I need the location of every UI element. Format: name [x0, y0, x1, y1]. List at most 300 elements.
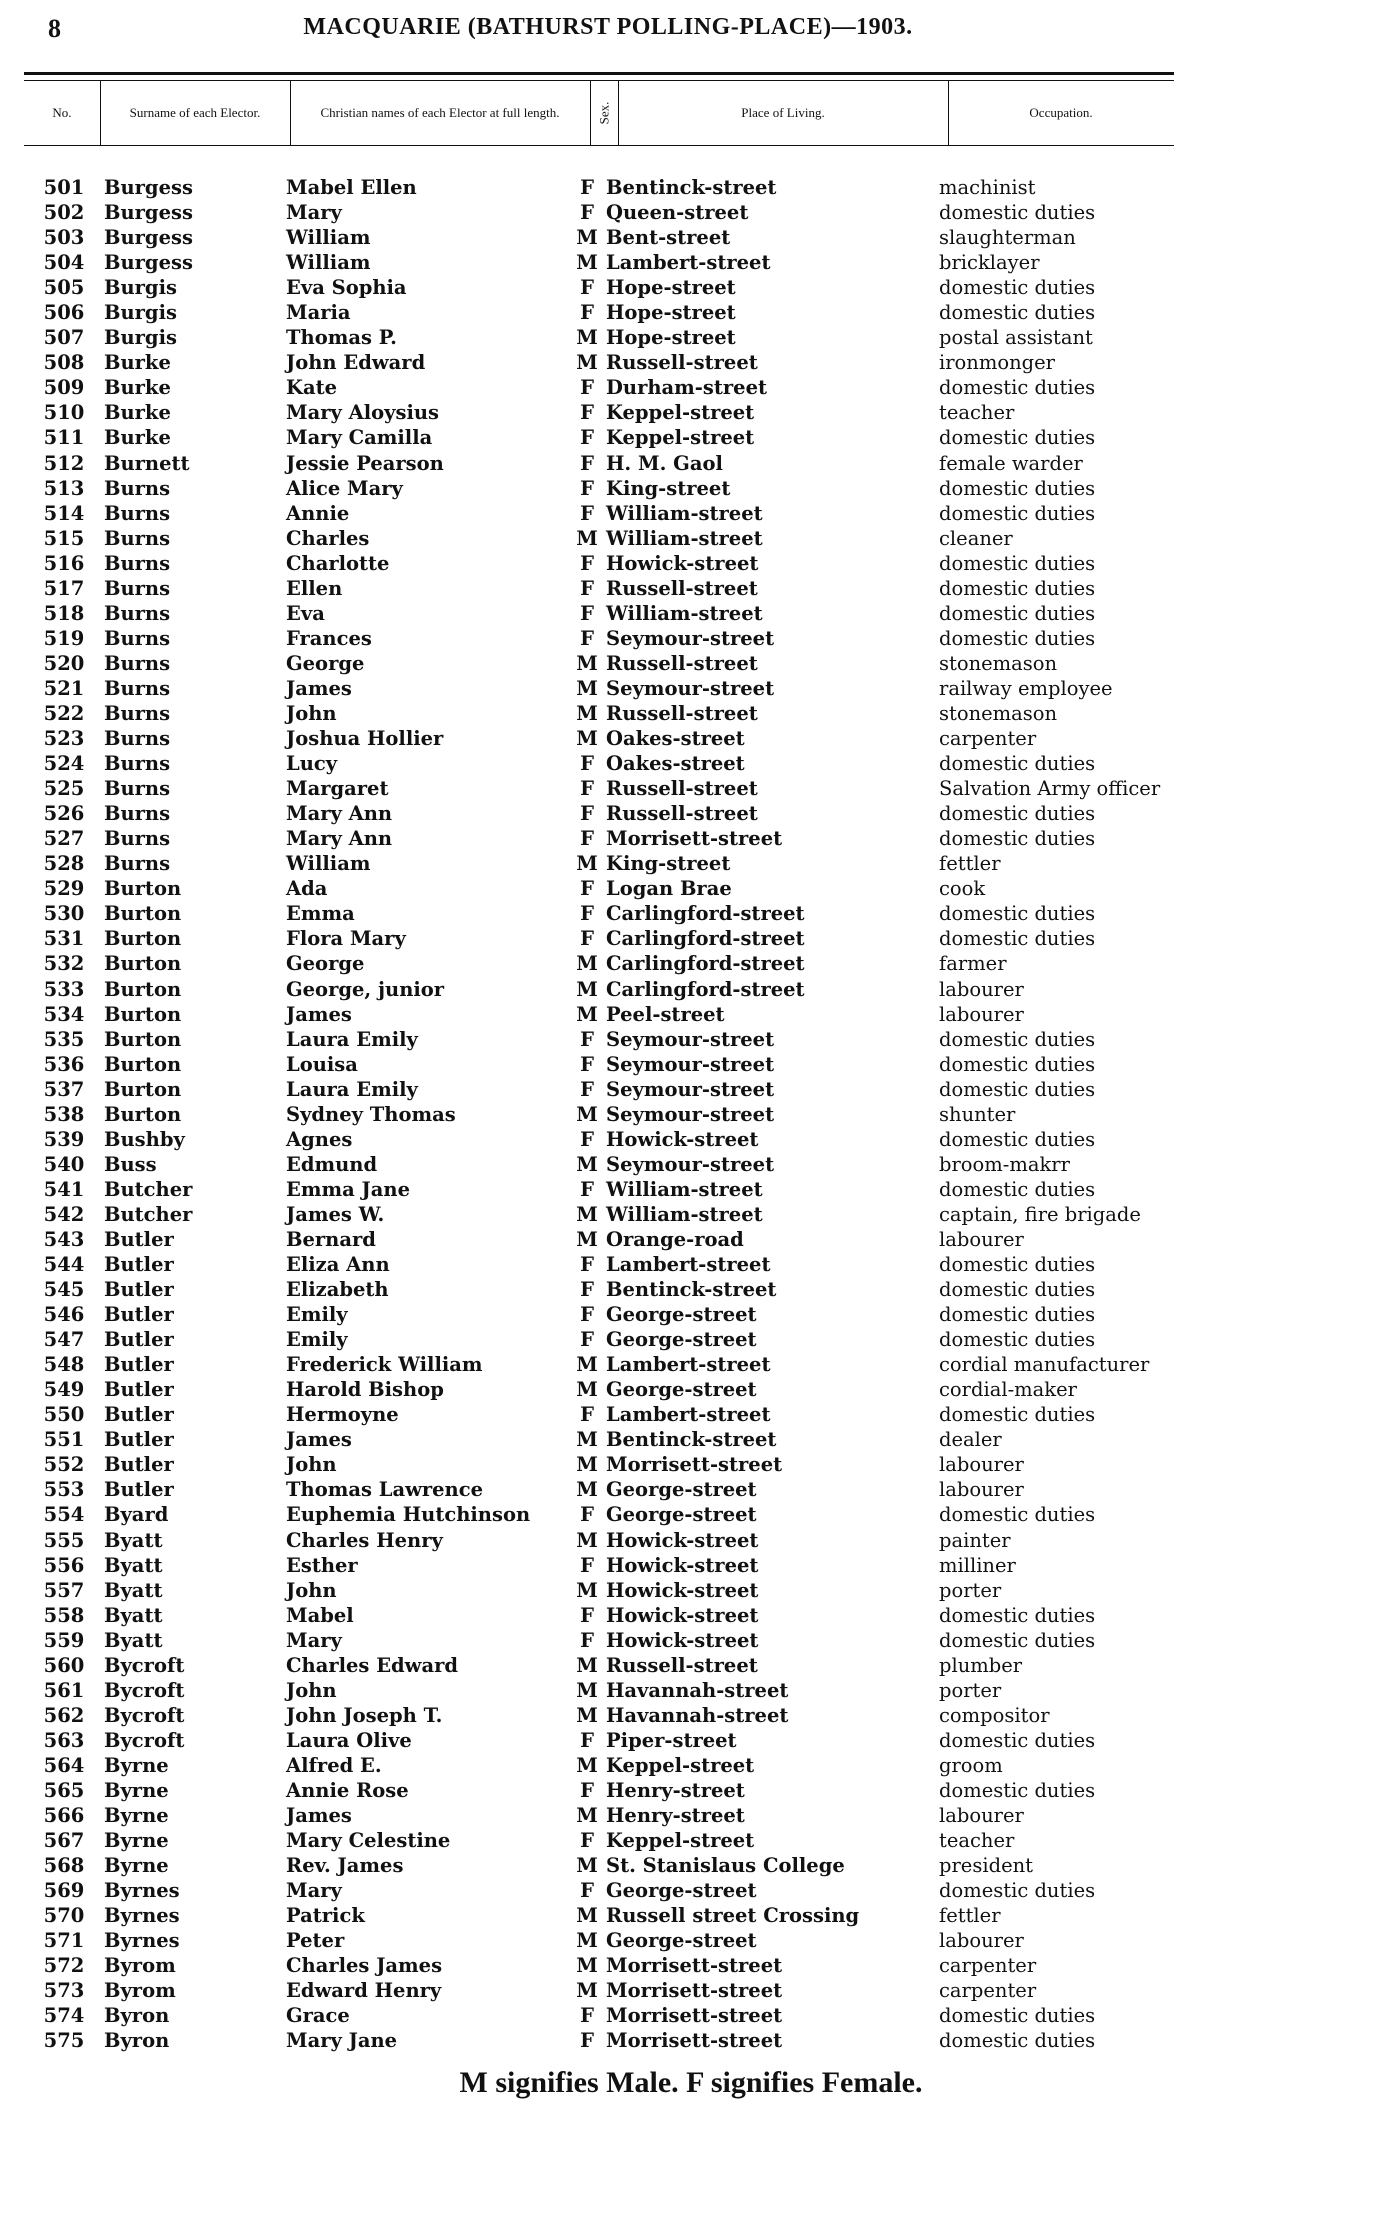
elector-surname: Burke — [104, 426, 171, 450]
elector-occupation: domestic duties — [939, 376, 1096, 400]
elector-number: 552 — [43, 1453, 85, 1477]
elector-place-of-living: Lambert-street — [606, 251, 771, 275]
elector-place-of-living: Russell-street — [606, 351, 758, 375]
elector-occupation: domestic duties — [939, 1779, 1096, 1802]
table-row — [24, 1803, 1184, 1828]
table-row — [24, 250, 1184, 275]
elector-surname: Bycroft — [104, 1728, 185, 1752]
elector-place-of-living: Peel-street — [606, 1002, 725, 1026]
table-row — [24, 1352, 1184, 1377]
elector-place-of-living: Lambert-street — [606, 1403, 771, 1427]
elector-number: 571 — [43, 1929, 85, 1953]
elector-number: 510 — [43, 401, 85, 425]
elector-surname: Burns — [104, 626, 171, 650]
table-row — [24, 2028, 1184, 2053]
elector-surname: Burke — [104, 401, 171, 425]
elector-number: 532 — [43, 952, 85, 976]
elector-surname: Burns — [104, 501, 171, 525]
elector-number: 526 — [43, 802, 85, 826]
elector-place-of-living: Bent-street — [606, 226, 731, 250]
elector-occupation: domestic duties — [939, 902, 1096, 926]
elector-occupation: stonemason — [939, 701, 1058, 725]
elector-occupation: domestic duties — [939, 1027, 1096, 1051]
elector-place-of-living: Logan Brae — [606, 877, 732, 901]
table-row — [24, 576, 1184, 601]
elector-occupation: stonemason — [939, 651, 1058, 675]
elector-occupation: fettler — [939, 1904, 1001, 1928]
elector-number: 527 — [43, 827, 85, 851]
elector-surname: Burns — [104, 676, 171, 700]
table-row — [24, 1502, 1184, 1527]
elector-sex: F — [580, 476, 594, 500]
elector-number: 524 — [43, 752, 85, 776]
elector-christian-names: Charles James — [286, 1954, 443, 1978]
elector-place-of-living: Piper-street — [606, 1728, 737, 1752]
table-row — [24, 1027, 1184, 1052]
elector-place-of-living: Carlingford-street — [606, 902, 805, 926]
elector-number: 556 — [43, 1553, 85, 1577]
elector-number: 558 — [43, 1603, 85, 1627]
table-row — [24, 901, 1184, 926]
table-row — [24, 801, 1184, 826]
table-row — [24, 1703, 1184, 1728]
table-row — [24, 1327, 1184, 1352]
elector-sex: F — [580, 551, 594, 575]
table-row — [24, 1252, 1184, 1277]
table-row — [24, 1277, 1184, 1302]
elector-surname: Byard — [104, 1503, 169, 1527]
elector-christian-names: Annie — [286, 501, 350, 525]
table-row — [24, 1377, 1184, 1402]
elector-occupation: painter — [939, 1528, 1011, 1552]
column-header-sex — [590, 81, 618, 145]
elector-place-of-living: Havannah-street — [606, 1703, 789, 1727]
elector-number: 511 — [43, 426, 85, 450]
table-row — [24, 1302, 1184, 1327]
table-row — [24, 951, 1184, 976]
elector-sex: M — [576, 251, 598, 275]
elector-number: 535 — [43, 1027, 85, 1051]
elector-place-of-living: Howick-street — [606, 1603, 759, 1627]
elector-place-of-living: Russell-street — [606, 777, 758, 801]
elector-number: 570 — [43, 1904, 85, 1928]
table-row — [24, 225, 1184, 250]
elector-place-of-living: George-street — [606, 1378, 757, 1402]
elector-surname: Burke — [104, 351, 171, 375]
elector-place-of-living: William-street — [606, 1202, 763, 1226]
elector-christian-names: John Edward — [286, 351, 426, 375]
column-header-row — [24, 80, 1174, 146]
elector-number: 501 — [43, 176, 85, 199]
table-row — [24, 551, 1184, 576]
elector-christian-names: Charlotte — [286, 551, 390, 575]
elector-christian-names: Mabel Ellen — [286, 176, 417, 199]
elector-number: 562 — [43, 1703, 85, 1727]
elector-occupation: domestic duties — [939, 501, 1096, 525]
elector-christian-names: Edmund — [286, 1152, 378, 1176]
elector-number: 543 — [43, 1227, 85, 1251]
elector-occupation: domestic duties — [939, 476, 1096, 500]
elector-number: 525 — [43, 777, 85, 801]
column-header-occupation: Occupation. — [1029, 105, 1093, 120]
elector-occupation: groom — [939, 1753, 1003, 1777]
elector-number: 534 — [43, 1002, 85, 1026]
elector-surname: Burton — [104, 927, 182, 951]
page-header — [48, 14, 1168, 50]
elector-sex: F — [580, 1177, 594, 1201]
elector-christian-names: Elizabeth — [286, 1278, 389, 1302]
table-row — [24, 651, 1184, 676]
elector-sex: F — [580, 626, 594, 650]
elector-christian-names: Thomas P. — [286, 326, 397, 350]
table-row — [24, 501, 1184, 526]
elector-occupation: carpenter — [939, 1954, 1037, 1978]
table-row — [24, 926, 1184, 951]
elector-sex: M — [576, 852, 598, 876]
elector-christian-names: Emma — [286, 902, 355, 926]
table-row — [24, 451, 1184, 476]
elector-number: 540 — [43, 1152, 85, 1176]
electoral-roll-table — [24, 175, 1184, 2054]
elector-occupation: domestic duties — [939, 426, 1096, 450]
elector-christian-names: Edward Henry — [286, 1979, 442, 2003]
elector-surname: Burton — [104, 902, 182, 926]
elector-place-of-living: Seymour-street — [606, 1152, 775, 1176]
elector-christian-names: Frederick William — [286, 1353, 483, 1377]
elector-sex: F — [580, 451, 594, 475]
elector-sex: F — [580, 426, 594, 450]
elector-place-of-living: H. M. Gaol — [606, 451, 723, 475]
elector-surname: Butcher — [104, 1177, 193, 1201]
column-header-sex-label: Sex. — [596, 101, 611, 125]
elector-occupation: labourer — [939, 1804, 1024, 1828]
elector-sex: F — [580, 877, 594, 901]
sex-legend-note: M signifies Male. F signifies Female. — [459, 2066, 923, 2099]
elector-sex: M — [576, 526, 598, 550]
elector-surname: Byrne — [104, 1829, 169, 1853]
elector-occupation: dealer — [939, 1428, 1002, 1452]
elector-sex: M — [576, 1453, 598, 1477]
elector-occupation: Salvation Army officer — [939, 777, 1161, 801]
elector-occupation: farmer — [939, 952, 1007, 976]
elector-surname: Byrnes — [104, 1929, 180, 1953]
table-row — [24, 175, 1184, 200]
elector-occupation: domestic duties — [939, 827, 1096, 851]
elector-number: 509 — [43, 376, 85, 400]
elector-sex: M — [576, 651, 598, 675]
elector-sex: F — [580, 1779, 594, 1802]
elector-place-of-living: Russell street Crossing — [606, 1904, 860, 1928]
elector-occupation: cook — [939, 877, 986, 901]
elector-christian-names: Jessie Pearson — [286, 451, 444, 475]
elector-sex: F — [580, 1027, 594, 1051]
elector-place-of-living: Keppel-street — [606, 1753, 755, 1777]
elector-christian-names: Peter — [286, 1929, 345, 1953]
elector-christian-names: Alfred E. — [286, 1753, 382, 1777]
elector-place-of-living: George-street — [606, 1879, 757, 1903]
elector-surname: Byatt — [104, 1603, 163, 1627]
elector-occupation: domestic duties — [939, 1253, 1096, 1277]
elector-sex: F — [580, 176, 594, 199]
elector-sex: F — [580, 1829, 594, 1853]
elector-surname: Butler — [104, 1227, 174, 1251]
elector-surname: Burns — [104, 551, 171, 575]
elector-number: 530 — [43, 902, 85, 926]
elector-occupation: captain, fire brigade — [939, 1202, 1141, 1226]
table-row — [24, 1778, 1184, 1803]
table-row — [24, 1978, 1184, 2003]
elector-christian-names: Laura Emily — [286, 1027, 418, 1051]
elector-sex: M — [576, 1854, 598, 1878]
elector-surname: Burgess — [104, 201, 193, 225]
elector-christian-names: Ellen — [286, 576, 343, 600]
elector-number: 504 — [43, 251, 85, 275]
elector-christian-names: James — [286, 676, 352, 700]
elector-christian-names: Mabel — [286, 1603, 354, 1627]
elector-surname: Burns — [104, 777, 171, 801]
elector-surname: Byrne — [104, 1854, 169, 1878]
elector-christian-names: John — [286, 701, 337, 725]
elector-number: 506 — [43, 301, 85, 325]
elector-sex: F — [580, 1628, 594, 1652]
elector-surname: Bushby — [104, 1127, 185, 1151]
elector-place-of-living: Oakes-street — [606, 727, 745, 751]
elector-occupation: domestic duties — [939, 576, 1096, 600]
elector-occupation: domestic duties — [939, 301, 1096, 325]
table-row — [24, 400, 1184, 425]
elector-sex: M — [576, 701, 598, 725]
elector-number: 516 — [43, 551, 85, 575]
elector-number: 528 — [43, 852, 85, 876]
elector-number: 515 — [43, 526, 85, 550]
elector-place-of-living: Bentinck-street — [606, 1428, 777, 1452]
table-row — [24, 1177, 1184, 1202]
elector-sex: M — [576, 1202, 598, 1226]
table-row — [24, 1077, 1184, 1102]
table-row — [24, 1227, 1184, 1252]
elector-surname: Burton — [104, 977, 182, 1001]
elector-sex: M — [576, 1528, 598, 1552]
elector-christian-names: Mary — [286, 1628, 342, 1652]
elector-occupation: domestic duties — [939, 1077, 1096, 1101]
elector-place-of-living: Morrisett-street — [606, 2029, 783, 2053]
table-row — [24, 726, 1184, 751]
elector-number: 503 — [43, 226, 85, 250]
elector-occupation: domestic duties — [939, 551, 1096, 575]
elector-number: 565 — [43, 1779, 85, 1802]
elector-occupation: milliner — [939, 1553, 1016, 1577]
elector-number: 533 — [43, 977, 85, 1001]
table-row — [24, 1853, 1184, 1878]
elector-surname: Byrnes — [104, 1879, 180, 1903]
elector-surname: Butler — [104, 1353, 174, 1377]
elector-number: 564 — [43, 1753, 85, 1777]
elector-christian-names: Mary Aloysius — [286, 401, 440, 425]
elector-sex: F — [580, 2029, 594, 2053]
elector-occupation: labourer — [939, 1929, 1024, 1953]
elector-occupation: railway employee — [939, 676, 1113, 700]
table-row — [24, 1127, 1184, 1152]
elector-number: 567 — [43, 1829, 85, 1853]
elector-number: 573 — [43, 1979, 85, 2003]
elector-place-of-living: Keppel-street — [606, 401, 755, 425]
elector-number: 559 — [43, 1628, 85, 1652]
elector-sex: M — [576, 1703, 598, 1727]
elector-place-of-living: Hope-street — [606, 276, 736, 300]
elector-number: 549 — [43, 1378, 85, 1402]
elector-surname: Butler — [104, 1303, 174, 1327]
elector-surname: Burns — [104, 752, 171, 776]
elector-sex: M — [576, 676, 598, 700]
elector-christian-names: Charles Edward — [286, 1653, 459, 1677]
elector-sex: F — [580, 1077, 594, 1101]
elector-number: 548 — [43, 1353, 85, 1377]
elector-occupation: domestic duties — [939, 1603, 1096, 1627]
elector-surname: Burnett — [104, 451, 190, 475]
elector-surname: Butler — [104, 1428, 174, 1452]
table-row — [24, 1678, 1184, 1703]
elector-sex: F — [580, 1603, 594, 1627]
elector-surname: Burgess — [104, 251, 193, 275]
elector-surname: Burns — [104, 802, 171, 826]
elector-surname: Butler — [104, 1478, 174, 1502]
elector-christian-names: Hermoyne — [286, 1403, 399, 1427]
elector-occupation: domestic duties — [939, 201, 1096, 225]
table-row — [24, 275, 1184, 300]
table-row — [24, 977, 1184, 1002]
elector-surname: Butler — [104, 1328, 174, 1352]
elector-surname: Byrom — [104, 1979, 176, 2003]
elector-sex: M — [576, 1954, 598, 1978]
elector-surname: Burns — [104, 827, 171, 851]
elector-number: 566 — [43, 1804, 85, 1828]
column-header-no: No. — [52, 105, 72, 120]
elector-surname: Butler — [104, 1403, 174, 1427]
elector-christian-names: Frances — [286, 626, 372, 650]
elector-surname: Burgess — [104, 226, 193, 250]
elector-christian-names: George — [286, 952, 365, 976]
elector-sex: M — [576, 326, 598, 350]
page-title: MACQUARIE (BATHURST POLLING-PLACE)—1903. — [303, 14, 913, 40]
elector-occupation: domestic duties — [939, 276, 1096, 300]
elector-christian-names: Mary — [286, 1879, 342, 1903]
elector-christian-names: Joshua Hollier — [286, 727, 444, 751]
elector-place-of-living: Howick-street — [606, 1528, 759, 1552]
elector-christian-names: Esther — [286, 1553, 358, 1577]
elector-christian-names: Grace — [286, 2004, 350, 2028]
elector-number: 512 — [43, 451, 85, 475]
table-row — [24, 1753, 1184, 1778]
elector-surname: Butcher — [104, 1202, 193, 1226]
elector-christian-names: Emily — [286, 1303, 348, 1327]
elector-number: 529 — [43, 877, 85, 901]
elector-christian-names: Mary — [286, 201, 342, 225]
elector-sex: M — [576, 1227, 598, 1251]
elector-christian-names: John — [286, 1453, 337, 1477]
elector-place-of-living: Carlingford-street — [606, 952, 805, 976]
elector-christian-names: John — [286, 1578, 337, 1602]
elector-place-of-living: Hope-street — [606, 326, 736, 350]
elector-sex: M — [576, 351, 598, 375]
elector-christian-names: Ada — [286, 877, 328, 901]
elector-christian-names: John — [286, 1678, 337, 1702]
elector-surname: Burns — [104, 601, 171, 625]
elector-occupation: teacher — [939, 401, 1015, 425]
elector-occupation: domestic duties — [939, 927, 1096, 951]
elector-sex: M — [576, 1478, 598, 1502]
elector-christian-names: Mary Jane — [286, 2029, 398, 2053]
elector-place-of-living: Seymour-street — [606, 626, 775, 650]
elector-place-of-living: Hope-street — [606, 301, 736, 325]
elector-occupation: teacher — [939, 1829, 1015, 1853]
elector-sex: F — [580, 1403, 594, 1427]
elector-number: 574 — [43, 2004, 85, 2028]
elector-place-of-living: George-street — [606, 1929, 757, 1953]
elector-sex: F — [580, 1278, 594, 1302]
elector-place-of-living: George-street — [606, 1478, 757, 1502]
table-row — [24, 826, 1184, 851]
elector-surname: Burgis — [104, 301, 177, 325]
elector-surname: Butler — [104, 1253, 174, 1277]
elector-christian-names: Louisa — [286, 1052, 358, 1076]
table-row — [24, 425, 1184, 450]
elector-christian-names: Sydney Thomas — [286, 1102, 456, 1126]
elector-occupation: carpenter — [939, 727, 1037, 751]
elector-number: 561 — [43, 1678, 85, 1702]
elector-occupation: cleaner — [939, 526, 1013, 550]
elector-occupation: domestic duties — [939, 802, 1096, 826]
elector-number: 557 — [43, 1578, 85, 1602]
table-row — [24, 325, 1184, 350]
elector-occupation: porter — [939, 1678, 1002, 1702]
elector-number: 508 — [43, 351, 85, 375]
elector-christian-names: William — [286, 251, 371, 275]
table-row — [24, 375, 1184, 400]
table-row — [24, 751, 1184, 776]
table-row — [24, 1102, 1184, 1127]
elector-sex: M — [576, 1353, 598, 1377]
elector-place-of-living: Seymour-street — [606, 1027, 775, 1051]
elector-christian-names: Thomas Lawrence — [286, 1478, 483, 1502]
elector-sex: F — [580, 501, 594, 525]
table-row — [24, 626, 1184, 651]
table-row — [24, 1152, 1184, 1177]
elector-sex: F — [580, 1303, 594, 1327]
elector-occupation: domestic duties — [939, 1728, 1096, 1752]
elector-christian-names: Mary Camilla — [286, 426, 433, 450]
table-row — [24, 1828, 1184, 1853]
elector-place-of-living: Seymour-street — [606, 676, 775, 700]
elector-number: 575 — [43, 2029, 85, 2053]
elector-number: 541 — [43, 1177, 85, 1201]
elector-number: 517 — [43, 576, 85, 600]
elector-number: 553 — [43, 1478, 85, 1502]
table-row — [24, 200, 1184, 225]
table-row — [24, 1553, 1184, 1578]
elector-occupation: slaughterman — [939, 226, 1076, 250]
elector-place-of-living: Carlingford-street — [606, 977, 805, 1001]
elector-number: 568 — [43, 1854, 85, 1878]
elector-occupation: domestic duties — [939, 1403, 1096, 1427]
elector-place-of-living: Durham-street — [606, 376, 767, 400]
elector-number: 554 — [43, 1503, 85, 1527]
elector-place-of-living: Howick-street — [606, 1628, 759, 1652]
elector-occupation: domestic duties — [939, 1628, 1096, 1652]
elector-place-of-living: Howick-street — [606, 1553, 759, 1577]
elector-occupation: postal assistant — [939, 326, 1093, 350]
elector-place-of-living: Russell-street — [606, 1653, 758, 1677]
elector-christian-names: Euphemia Hutchinson — [286, 1503, 531, 1527]
